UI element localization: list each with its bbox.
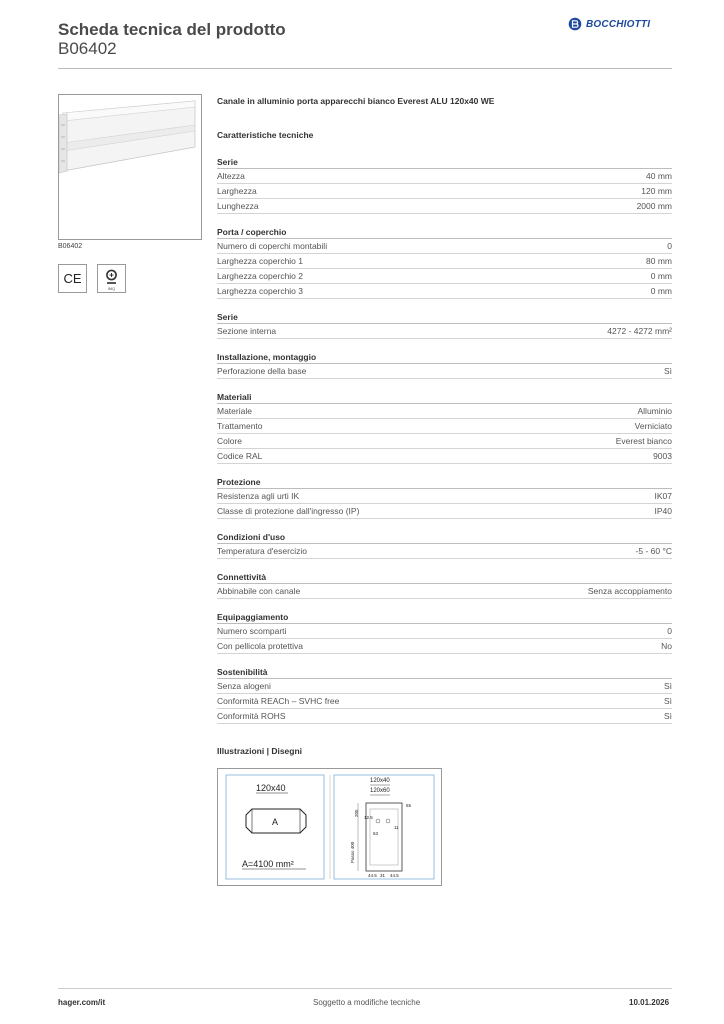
section-title: Condizioni d'uso (217, 531, 672, 544)
spec-value: Verniciato (634, 421, 672, 431)
spec-row (217, 694, 672, 709)
spec-section (217, 156, 672, 214)
section-title: Installazione, montaggio (217, 351, 672, 364)
spec-value: Sì (663, 681, 672, 691)
spec-label: Numero di coperchi montabili (217, 241, 328, 251)
spec-label: Altezza (217, 171, 245, 181)
spec-row (217, 324, 672, 339)
spec-section (217, 351, 672, 379)
ce-mark-text: CE (63, 271, 82, 286)
spec-row (217, 404, 672, 419)
spec-label: Perforazione della base (217, 366, 307, 376)
section-title: Protezione (217, 476, 672, 489)
spec-section (217, 571, 672, 599)
spec-value: -5 - 60 °C (635, 546, 672, 556)
spec-label: Larghezza coperchio 2 (217, 271, 304, 281)
spec-row (217, 584, 672, 599)
spec-label: Numero scomparti (217, 626, 287, 636)
image-caption: B06402 (58, 243, 83, 250)
dim-205: 205 (354, 809, 359, 817)
section-title: Equipaggiamento (217, 611, 672, 624)
spec-label: Larghezza coperchio 1 (217, 256, 304, 266)
drawing-area-label: A=4100 mm² (242, 859, 294, 869)
specs-heading: Caratteristiche tecniche (217, 130, 314, 140)
product-image (58, 94, 202, 240)
spec-row (217, 364, 672, 379)
imq-mark-text: IMQ (107, 286, 116, 291)
dim-passo: Passo 400 (350, 841, 355, 863)
spec-value: Alluminio (637, 406, 672, 416)
footer-website-link[interactable]: hager.com/it (58, 998, 106, 1007)
ce-mark-icon (58, 264, 87, 293)
spec-label: Sezione interna (217, 326, 277, 336)
spec-row (217, 169, 672, 184)
spec-row (217, 709, 672, 724)
spec-label: Larghezza coperchio 3 (217, 286, 304, 296)
dim-63: 63 (373, 831, 379, 836)
dim-65: 65 (406, 803, 412, 808)
brand-mark-icon (568, 17, 582, 31)
spec-label: Temperatura d'esercizio (217, 546, 307, 556)
spec-value: 80 mm (646, 256, 672, 266)
spec-label: Conformità ROHS (217, 711, 286, 721)
section-title: Materiali (217, 391, 672, 404)
footer-date: 10.01.2026 (629, 998, 670, 1007)
product-name: Canale in alluminio porta apparecchi bianco Everest ALU 120x40 WE (217, 96, 495, 106)
section-title: Serie (217, 156, 672, 169)
section-title: Connettività (217, 571, 672, 584)
dim-11: 11 (394, 825, 399, 830)
spec-label: Codice RAL (217, 451, 263, 461)
spec-label: Larghezza (217, 186, 257, 196)
spec-label: Con pellicola protettiva (217, 641, 303, 651)
brand-logo (568, 15, 650, 33)
dim-44-5-left: 44.5 (368, 873, 377, 878)
spec-value: IK07 (654, 491, 672, 501)
spec-value: IP40 (654, 506, 672, 516)
technical-drawing (217, 768, 442, 886)
spec-row (217, 254, 672, 269)
spec-row (217, 504, 672, 519)
spec-content (217, 96, 672, 886)
drawing-size-2: 120x60 (370, 788, 390, 794)
spec-section (217, 311, 672, 339)
spec-value: 120 mm (641, 186, 672, 196)
spec-label: Trattamento (217, 421, 263, 431)
dim-44-5-right: 44.5 (390, 873, 399, 878)
spec-row (217, 624, 672, 639)
spec-row (217, 679, 672, 694)
spec-label: Lunghezza (217, 201, 259, 211)
spec-value: 40 mm (646, 171, 672, 181)
spec-value: Senza accoppiamento (587, 586, 672, 596)
section-letter: A (272, 817, 279, 827)
spec-row (217, 434, 672, 449)
product-code: B06402 (58, 39, 117, 58)
footer-disclaimer: Soggetto a modifiche tecniche (313, 998, 421, 1007)
spec-section (217, 476, 672, 519)
spec-value: Sì (663, 696, 672, 706)
spec-value: Everest bianco (615, 436, 672, 446)
spec-section (217, 226, 672, 299)
spec-row (217, 639, 672, 654)
spec-label: Senza alogeni (217, 681, 271, 691)
spec-value: 9003 (653, 451, 672, 461)
header-divider (58, 68, 672, 69)
dim-31: 31 (380, 873, 386, 878)
spec-value: 2000 mm (636, 201, 672, 211)
spec-row (217, 284, 672, 299)
imq-mark-icon (97, 264, 126, 293)
spec-value: 0 (667, 241, 672, 251)
spec-label: Resistenza agli urti IK (217, 491, 300, 501)
spec-section (217, 666, 672, 724)
dim-12-5: 12.5 (364, 815, 373, 820)
spec-value: 4272 - 4272 mm² (607, 326, 672, 336)
drawing-size-label: 120x40 (256, 783, 286, 793)
drawing-size-1: 120x40 (370, 778, 390, 784)
spec-label: Materiale (217, 406, 252, 416)
illustrations-heading: Illustrazioni | Disegni (217, 746, 303, 756)
spec-section (217, 611, 672, 654)
spec-value: 0 mm (650, 271, 672, 281)
spec-value: Sì (663, 711, 672, 721)
footer-divider (58, 988, 672, 989)
brand-name: BOCCHIOTTI (586, 18, 651, 30)
spec-value: 0 mm (650, 286, 672, 296)
spec-value: Sì (663, 366, 672, 376)
section-title: Serie (217, 311, 672, 324)
spec-row (217, 419, 672, 434)
section-title: Sostenibilità (217, 666, 672, 679)
spec-row (217, 184, 672, 199)
spec-value: No (661, 641, 672, 651)
spec-label: Conformità REACh – SVHC free (217, 696, 340, 706)
spec-label: Colore (217, 436, 243, 446)
spec-label: Classe di protezione dall'ingresso (IP) (217, 506, 360, 516)
page-title: Scheda tecnica del prodotto (58, 20, 286, 39)
spec-row (217, 239, 672, 254)
spec-section (217, 531, 672, 559)
section-title: Porta / coperchio (217, 226, 672, 239)
spec-sections (217, 156, 672, 724)
spec-row (217, 544, 672, 559)
spec-label: Abbinabile con canale (217, 586, 301, 596)
spec-row (217, 269, 672, 284)
spec-row (217, 449, 672, 464)
spec-row (217, 489, 672, 504)
spec-row (217, 199, 672, 214)
spec-section (217, 391, 672, 464)
spec-value: 0 (667, 626, 672, 636)
